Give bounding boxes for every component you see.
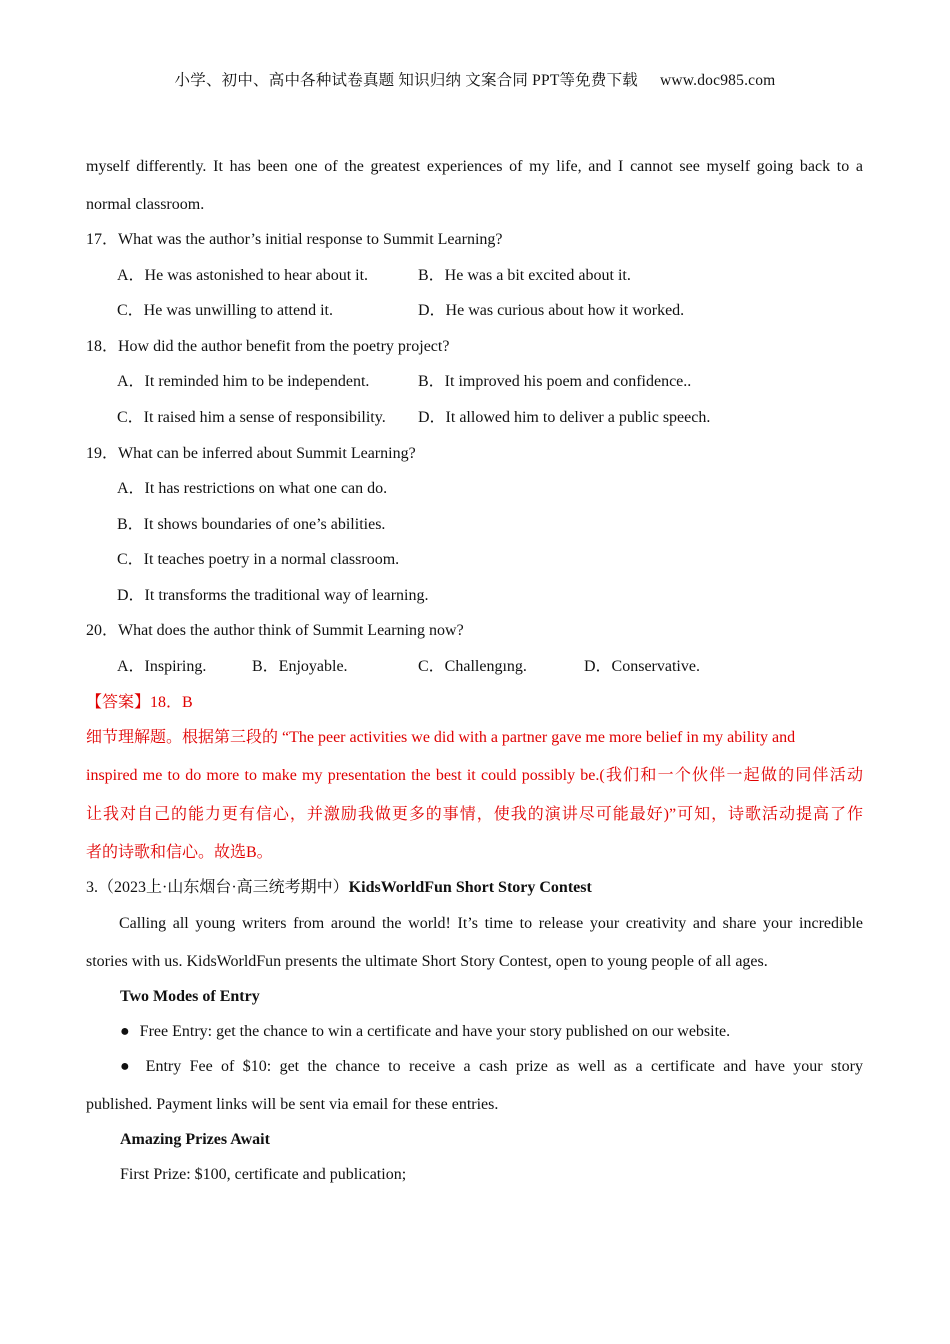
header-site: www.doc985.com <box>659 72 776 89</box>
section-3-source: 3.（2023上·山东烟台·高三统考期中） <box>86 879 349 896</box>
question-20-option-a: A．Inspiring. <box>117 658 207 675</box>
section-3-para-1-line-2: stories with us. KidsWorldFun presents the ultimate Short Story Contest, open to young people of all ages. <box>86 953 768 970</box>
entry-modes-heading: Two Modes of Entry <box>120 988 260 1005</box>
intro-line-1: myself differently. It has been one of the greatest experiences of my life, and I cannot see myself going back to a <box>86 158 863 175</box>
section-3-para-1-line-1: Calling all young writers from around the world! It’s time to release your creativity and share your incredible <box>119 915 863 932</box>
question-17-option-a: A．He was astonished to hear about it. <box>117 267 369 284</box>
question-20-option-d: D．Conservative. <box>584 658 700 675</box>
question-20-stem: 20．What does the author think of Summit Learning now? <box>86 622 464 639</box>
question-18-option-a: A．It reminded him to be independent. <box>117 373 370 390</box>
first-prize: First Prize: $100, certificate and publication; <box>120 1166 407 1183</box>
question-17-stem: 17．What was the author’s initial response to Summit Learning? <box>86 231 503 248</box>
question-20-option-b: B．Enjoyable. <box>252 658 348 675</box>
question-19-option-b: B．It shows boundaries of one’s abilities. <box>117 516 386 533</box>
question-17-option-b: B．He was a bit excited about it. <box>418 267 631 284</box>
question-19-option-a: A．It has restrictions on what one can do. <box>117 480 388 497</box>
question-19-option-d: D．It transforms the traditional way of learning. <box>117 587 429 604</box>
question-18-option-c: C．It raised him a sense of responsibility. <box>117 409 386 426</box>
prizes-heading: Amazing Prizes Await <box>120 1131 270 1148</box>
entry-fee-text-line-2: published. Payment links will be sent via email for these entries. <box>86 1096 499 1113</box>
header-text: 小学、初中、高中各种试卷真题 知识归纳 文案合同 PPT等免费下载 <box>174 72 638 89</box>
page-header <box>0 68 950 90</box>
answer-explanation-line-2: inspired me to do more to make my presentation the best it could possibly be.(我们和一个伙伴一起做的同伴活动 <box>86 767 863 784</box>
answer-explanation-line-1: 细节理解题。根据第三段的 “The peer activities we did with a partner gave me more belief in my ability and <box>86 729 796 746</box>
section-3-title: KidsWorldFun Short Story Contest <box>348 879 592 896</box>
entry-free-text: Free Entry: get the chance to win a certificate and have your story published on our website. <box>139 1023 731 1040</box>
question-19-stem: 19．What can be inferred about Summit Learning? <box>86 445 416 462</box>
question-17-option-c: C．He was unwilling to attend it. <box>117 302 333 319</box>
question-18-stem: 18．How did the author benefit from the poetry project? <box>86 338 450 355</box>
question-19-option-c: C．It teaches poetry in a normal classroom. <box>117 551 400 568</box>
bullet-icon: ● <box>120 1058 130 1075</box>
question-18-option-b: B．It improved his poem and confidence.. <box>418 373 692 390</box>
intro-line-2: normal classroom. <box>86 196 205 213</box>
question-18-option-d: D．It allowed him to deliver a public speech. <box>418 409 711 426</box>
entry-fee <box>120 1057 863 1077</box>
bullet-icon: ● <box>120 1023 130 1040</box>
entry-free <box>120 1022 730 1042</box>
answer-explanation-line-3: 让我对自己的能力更有信心，并激励我做更多的事情，使我的演讲尽可能最好)”可知，诗歌活动提高了作 <box>86 806 863 823</box>
question-20-option-c: C．Challengıng. <box>418 658 527 675</box>
answer-explanation-line-4: 者的诗歌和信心。故选B。 <box>86 844 273 861</box>
section-3-heading <box>86 878 592 898</box>
entry-fee-text-line-1: Entry Fee of $10: get the chance to receive a cash prize as well as a certificate and have your story <box>145 1058 863 1075</box>
answer-label: 【答案】18．B <box>86 694 193 711</box>
question-17-option-d: D．He was curious about how it worked. <box>418 302 685 319</box>
